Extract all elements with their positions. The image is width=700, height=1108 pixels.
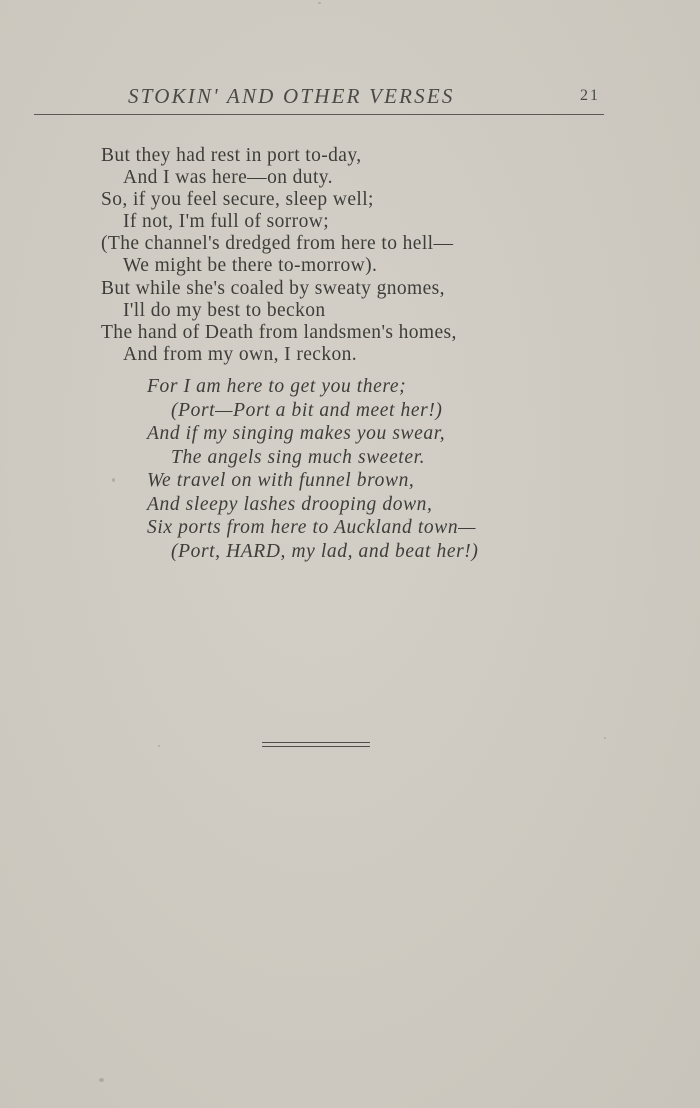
refrain-line: And if my singing makes you swear, bbox=[147, 423, 446, 444]
refrain-line: And sleepy lashes drooping down, bbox=[147, 493, 433, 515]
stanza-2-refrain bbox=[147, 375, 478, 563]
paper-speck bbox=[318, 2, 321, 4]
paper-speck bbox=[99, 1078, 104, 1082]
verse-line: I'll do my best to beckon bbox=[123, 299, 326, 321]
refrain-line: (Port—Port a bit and meet her!) bbox=[171, 399, 443, 421]
paper-speck bbox=[158, 745, 160, 747]
verse-line: So, if you feel secure, sleep well; bbox=[101, 189, 374, 211]
verse-line: But they had rest in port to-day, bbox=[101, 145, 362, 166]
paper-speck bbox=[604, 737, 606, 739]
refrain-line: We travel on with funnel brown, bbox=[147, 470, 415, 491]
stanza-1 bbox=[101, 145, 457, 366]
running-head-title: STOKIN' AND OTHER VERSES bbox=[128, 84, 455, 108]
end-rule-line bbox=[262, 742, 370, 743]
page-number: 21 bbox=[580, 87, 600, 104]
refrain-line: (Port, HARD, my lad, and beat her!) bbox=[171, 540, 479, 562]
refrain-line: For I am here to get you there; bbox=[147, 376, 407, 397]
verse-line: And I was here—on duty. bbox=[123, 167, 333, 189]
verse-line: But while she's coaled by sweaty gnomes, bbox=[101, 277, 445, 299]
header-rule bbox=[34, 114, 604, 115]
verse-line: If not, I'm full of sorrow; bbox=[123, 211, 330, 233]
refrain-line: Six ports from here to Auckland town— bbox=[147, 517, 477, 538]
verse-line: We might be there to-morrow). bbox=[123, 255, 378, 277]
verse-line: And from my own, I reckon. bbox=[123, 343, 358, 365]
verse-line: (The channel's dredged from here to hell— bbox=[101, 233, 454, 255]
refrain-line: The angels sing much sweeter. bbox=[171, 446, 426, 468]
end-of-poem-rule bbox=[262, 742, 370, 747]
verse-line: The hand of Death from landsmen's homes, bbox=[101, 321, 457, 343]
paper-speck bbox=[112, 478, 115, 482]
end-rule-line bbox=[262, 746, 370, 747]
